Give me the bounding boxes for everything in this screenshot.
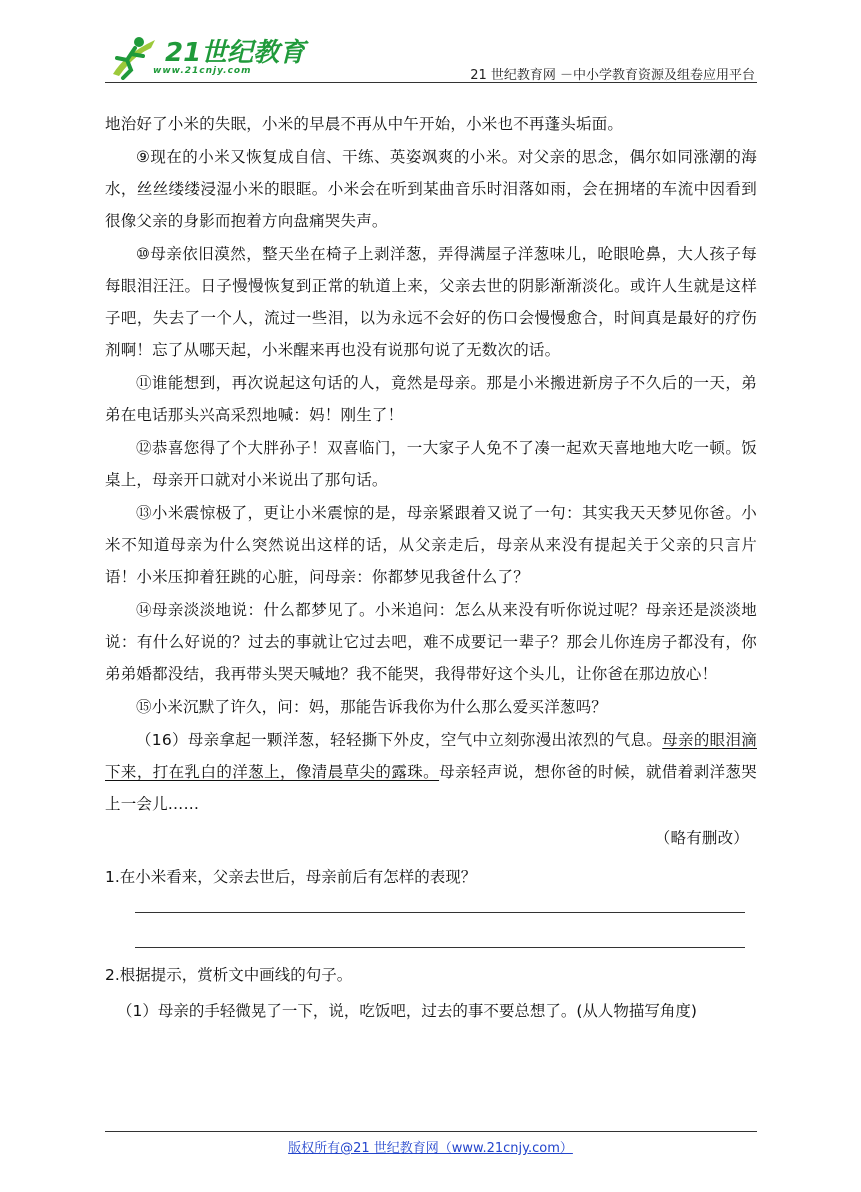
paragraph: ⑭母亲淡淡地说：什么都梦见了。小米追问：怎么从来没有听你说过呢？母亲还是淡淡地说：有什么好说的？过去的事就让它过去吧，难不成要记一辈子？那会儿你连房子都没有，你弟弟婚都没结，我再带头哭天喊地？我不能哭，我得带好这个头儿，让你爸在那边放心！: [105, 601, 757, 683]
paragraph: ⑨现在的小米又恢复成自信、干练、英姿飒爽的小米。对父亲的思念，偶尔如同涨潮的海水，丝丝缕缕浸湿小米的眼眶。小米会在听到某曲音乐时泪落如雨，会在拥堵的车流中因看到很像父亲的身影而抱着方向盘痛哭失声。: [105, 148, 757, 230]
site-title: 21 世纪教育网 －中小学教育资源及组卷应用平台: [470, 68, 755, 83]
page-header: [105, 30, 757, 85]
copyright-link[interactable]: 版权所有@21 世纪教育网（www.21cnjy.com）: [288, 1141, 573, 1156]
paragraph-16: [105, 724, 757, 820]
paragraph: ⑩母亲依旧漠然，整天坐在椅子上剥洋葱，弄得满屋子洋葱味儿，呛眼呛鼻，大人孩子每每眼泪汪汪。日子慢慢恢复到正常的轨道上来，父亲去世的阴影渐渐淡化。或许人生就是这样子吧，失去了一个人，流过一些泪，以为永远不会好的伤口会慢慢愈合，时间真是最好的疗伤剂啊！忘了从哪天起，小米醒来再也没有说那句说了无数次的话。: [105, 245, 757, 359]
site-logo: [105, 30, 305, 82]
p16-text: 母亲轻声说，想你爸的时候，就借着剥洋葱哭上一会儿……: [105, 763, 757, 813]
question-2-1: （1）母亲的手轻微晃了一下，说，吃饭吧，过去的事不要总想了。(从人物描写角度): [117, 1002, 697, 1020]
question-2: 2.根据提示，赏析文中画线的句子。: [105, 966, 353, 984]
paragraph: ⑪谁能想到，再次说起这句话的人，竟然是母亲。那是小米搬进新房子不久后的一天，弟弟在电话那头兴高采烈地喊：妈！刚生了！: [105, 374, 757, 424]
edit-note: （略有删改）: [654, 829, 749, 847]
question-1: 1.在小米看来，父亲去世后，母亲前后有怎样的表现？: [105, 868, 477, 886]
logo-url: www.21cnjy.com: [153, 66, 252, 76]
paragraph: ⑮小米沉默了许久，问：妈，那能告诉我你为什么那么爱买洋葱吗？: [136, 698, 608, 716]
answer-line: [135, 912, 745, 913]
article-body: [105, 108, 757, 1026]
underlined-sentence: 母亲的眼泪滴下来，打在乳白的洋葱上，像清晨草尖的露珠。: [105, 731, 757, 781]
paragraph: 地治好了小米的失眠，小米的早晨不再从中午开始，小米也不再蓬头垢面。: [105, 115, 624, 133]
logo-text: 21世纪教育: [165, 38, 306, 68]
paragraph: ⑫恭喜您得了个大胖孙子！双喜临门，一大家子人免不了凑一起欢天喜地地大吃一顿。饭桌上，母亲开口就对小米说出了那句话。: [105, 439, 757, 489]
paragraph: ⑬小米震惊极了，更让小米震惊的是，母亲紧跟着又说了一句：其实我天天梦见你爸。小米不知道母亲为什么突然说出这样的话，从父亲走后，母亲从来没有提起关于父亲的只言片语！小米压抑着狂跳的心脏，问母亲：你都梦见我爸什么了？: [105, 504, 757, 586]
answer-line: [135, 947, 745, 948]
p16-text: （16）母亲拿起一颗洋葱，轻轻撕下外皮，空气中立刻弥漫出浓烈的气息。: [136, 731, 663, 749]
header-divider: [105, 82, 757, 83]
footer-divider: [105, 1131, 757, 1132]
